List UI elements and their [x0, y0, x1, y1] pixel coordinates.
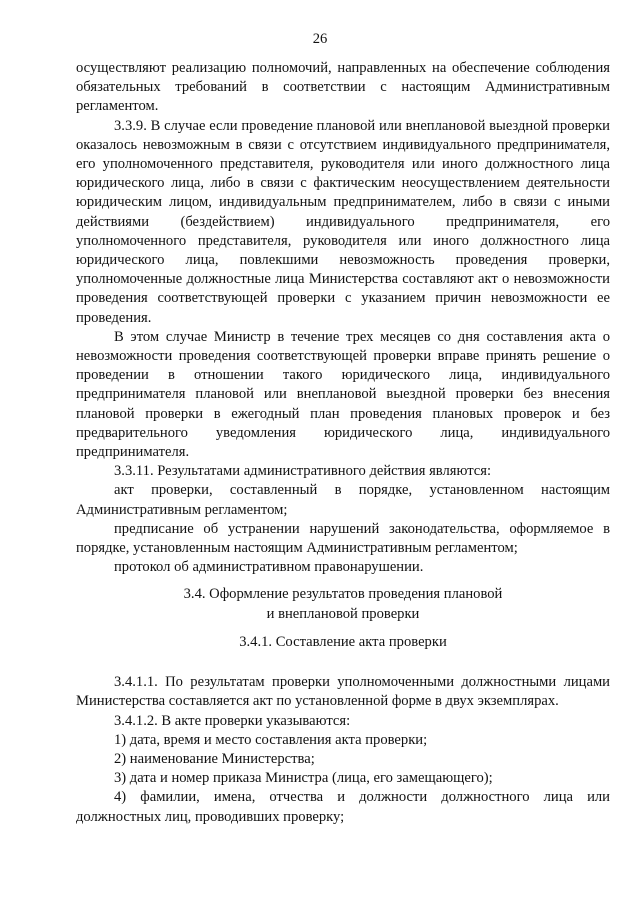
paragraph-3-4-1-2: 3.4.1.2. В акте проверки указываются:: [114, 712, 351, 729]
paragraph-minister-decision: В этом случае Министр в течение трех месяцев со дня составления акта о невозможности проведения соответствующей проверки вправе принять решение о проведении в отношении такого юридического лица, индивидуального предпринимателя плановой или внеплановой выездной проверки без внесения плановой проверки в ежегодный план проведения плановых проверок и без предварительного уведомления юридического лица, индивидуального предпринимателя.: [76, 328, 610, 461]
section-heading-line-1: 3.4. Оформление результатов проведения плановой: [183, 586, 503, 603]
paragraph-result-protocol: протокол об административном правонарушении.: [114, 559, 424, 576]
list-item-1: 1) дата, время и место составления акта проверки;: [114, 731, 428, 748]
list-item-4: 4) фамилии, имена, отчества и должности должностного лица или должностных лиц, проводивших проверку;: [76, 789, 610, 825]
list-item-2: 2) наименование Министерства;: [114, 750, 315, 767]
paragraph-3-3-9: 3.3.9. В случае если проведение плановой или внеплановой выездной проверки оказалось невозможным в связи с отсутствием индивидуального предпринимателя, его уполномоченного представителя, руководителя или иного должностного лица юридического лица, либо в связи с фактическим неосуществлением деятельности юридическим лицом, индивидуальным предпринимателем, либо в связи с иными действиями (бездействием) индивидуального предпринимателя, его уполномоченного представителя, руководителя или иного должностного лица юридического лица, повлекшими невозможность проведения проверки, уполномоченные должностные лица Министерства составляют акт о невозможности проведения соответствующей проверки с указанием причин невозможности ее проведения.: [76, 117, 610, 326]
paragraph-result-order: предписание об устранении нарушений законодательства, оформляемое в порядке, установленным настоящим Административным регламентом;: [76, 520, 610, 557]
document-body: [76, 59, 610, 827]
list-item-3: 3) дата и номер приказа Министра (лица, его замещающего);: [114, 770, 493, 787]
section-heading-line-2: и внеплановой проверки: [266, 605, 420, 622]
paragraph-result-act: акт проверки, составленный в порядке, установленном настоящим Административным регламентом;: [76, 482, 610, 518]
paragraph-3-4-1-1: 3.4.1.1. По результатам проверки уполномоченными должностными лицами Министерства составляется акт по установленной форме в двух экземплярах.: [76, 674, 610, 710]
subsection-heading: 3.4.1. Составление акта проверки: [239, 633, 447, 650]
paragraph-continuation: осуществляют реализацию полномочий, направленных на обеспечение соблюдения обязательных требований в соответствии с настоящим Административным регламентом.: [76, 60, 610, 115]
section-heading: [76, 585, 610, 623]
page-number: 26: [312, 31, 328, 47]
paragraph-3-3-11: 3.3.11. Результатами административного действия являются:: [114, 463, 491, 480]
